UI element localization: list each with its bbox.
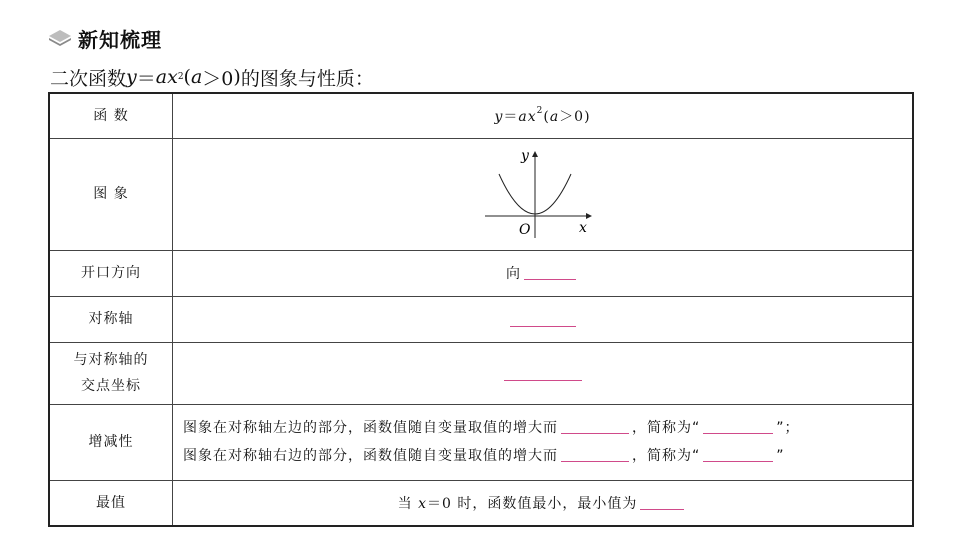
label-intersection-line1: 与对称轴的 (73, 352, 149, 368)
table-row-axis (49, 296, 913, 342)
cell-extremum (173, 480, 914, 526)
extremum-after: 时，函数值最小，最小值为 (451, 495, 638, 512)
cell-monotonic (173, 404, 914, 480)
cell-axis (173, 296, 914, 342)
section-title: 新知梳理 (78, 27, 162, 52)
cell-function (173, 93, 914, 138)
label-axis: 对称轴 (49, 296, 173, 342)
blank-right-trend[interactable] (561, 445, 629, 462)
monotonic-line-right (183, 442, 912, 470)
intro-formula-y: y (126, 66, 137, 88)
label-monotonic: 增减性 (49, 404, 173, 480)
section-header (48, 22, 162, 54)
label-graph: 图 象 (49, 138, 173, 250)
monotonic-left-text: 图象在对称轴左边的部分，函数值随自变量取值的增大而 (183, 420, 558, 436)
cell-graph (173, 138, 914, 250)
label-extremum: 最值 (49, 480, 173, 526)
func-exp: 2 (536, 105, 544, 116)
func-open: ( (543, 108, 550, 125)
label-intersection (49, 342, 173, 404)
table-row-intersection (49, 342, 913, 404)
intro-cond-gt: ＞0 (202, 67, 234, 90)
monotonic-right-text: 图象在对称轴右边的部分，函数值随自变量取值的增大而 (183, 448, 558, 464)
monotonic-right-end: ” (776, 448, 785, 464)
func-a: a (549, 108, 560, 125)
label-direction: 开口方向 (49, 250, 173, 296)
blank-intersection[interactable] (504, 364, 582, 381)
blank-axis[interactable] (510, 310, 576, 327)
func-eq: ＝ (503, 108, 519, 125)
monotonic-left-end: ”； (776, 420, 800, 436)
extremum-x: x (418, 495, 427, 512)
intro-cond-open: ( (183, 66, 191, 88)
cell-direction (173, 250, 914, 296)
table-row-direction (49, 250, 913, 296)
intro-formula-eq: ＝ (136, 67, 156, 90)
monotonic-right-mid: ，简称为“ (632, 448, 701, 464)
label-function: 函 数 (49, 93, 173, 138)
properties-table (48, 92, 914, 527)
parabola-graph (483, 144, 603, 244)
table-row-extremum (49, 480, 913, 526)
table-row-function (49, 93, 913, 138)
blank-min-value[interactable] (640, 493, 684, 510)
intro-prefix: 二次函数 (50, 67, 127, 90)
diamond-stack-icon (48, 28, 72, 48)
intro-cond-close: ) (233, 66, 241, 88)
extremum-eq: ＝0 (426, 495, 452, 512)
table-row-monotonic (49, 404, 913, 480)
intro-cond-a: a (190, 66, 203, 88)
monotonic-left-mid: ，简称为“ (632, 420, 701, 436)
blank-left-short[interactable] (703, 417, 773, 434)
func-ax: ax (518, 108, 537, 125)
direction-text: 向 (506, 266, 521, 282)
cell-intersection (173, 342, 914, 404)
table-row-graph (49, 138, 913, 250)
intro-sentence (50, 62, 374, 92)
axis-label-y: y (520, 148, 530, 164)
intro-suffix: 的图象与性质： (240, 67, 374, 90)
origin-label: O (518, 222, 531, 238)
func-close: ) (584, 108, 591, 125)
label-intersection-line2: 交点坐标 (81, 378, 141, 394)
monotonic-line-left (183, 414, 912, 442)
func-y: y (494, 108, 504, 125)
intro-formula-exp: 2 (177, 72, 184, 82)
func-gt: ＞0 (559, 108, 585, 125)
blank-right-short[interactable] (703, 445, 773, 462)
intro-formula-ax: ax (155, 66, 178, 88)
extremum-before: 当 (397, 495, 419, 512)
blank-left-trend[interactable] (561, 417, 629, 434)
blank-direction[interactable] (524, 263, 576, 280)
axis-label-x: x (578, 220, 588, 236)
